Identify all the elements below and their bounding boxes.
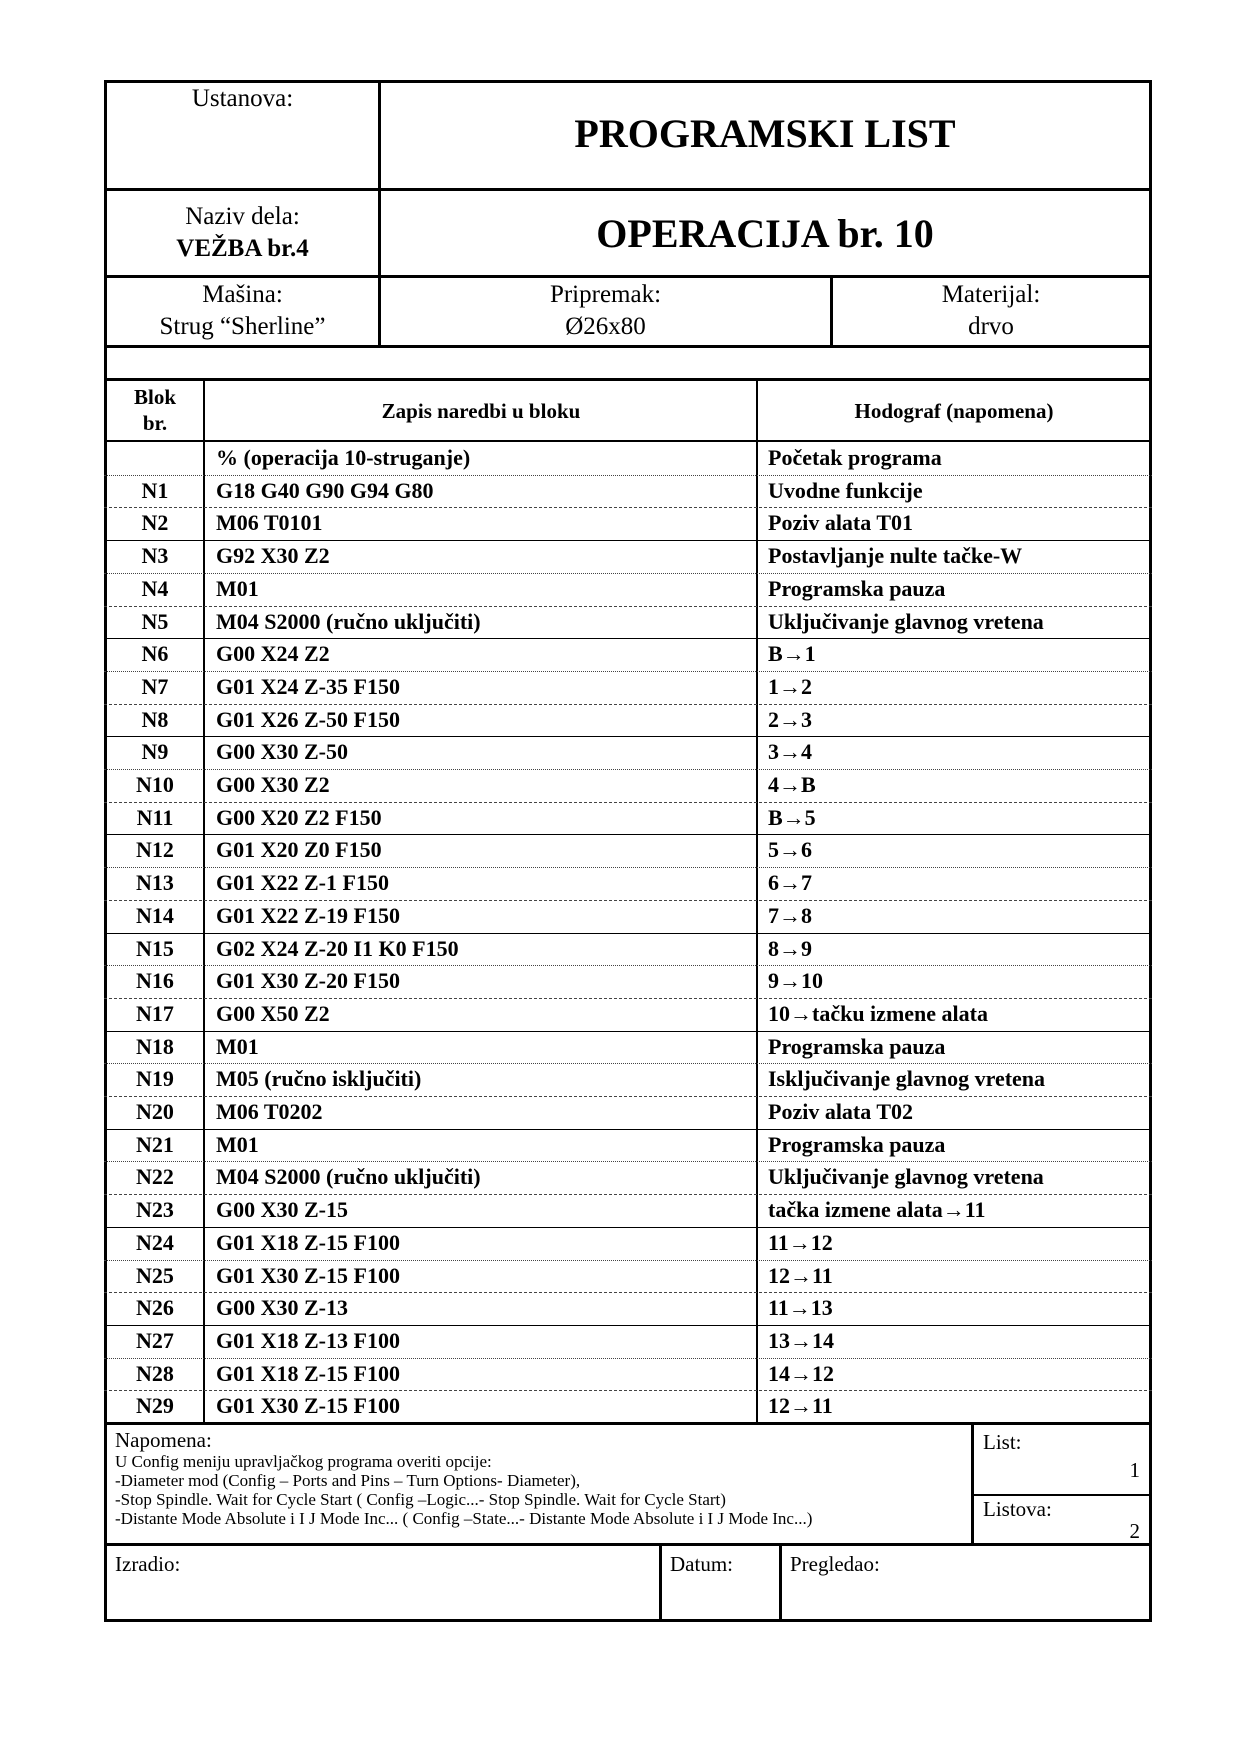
block-number-cell: N28 bbox=[136, 1361, 174, 1386]
hodograf-cell: 4→B bbox=[768, 772, 816, 797]
block-number-cell: N21 bbox=[136, 1132, 174, 1157]
hodograf-cell: 11→13 bbox=[768, 1295, 833, 1320]
napomena-line: -Stop Spindle. Wait for Cycle Start ( Config –Logic...- Stop Spindle. Wait for Cycle Start) bbox=[115, 1490, 726, 1509]
block-command-cell: G00 X30 Z-13 bbox=[216, 1295, 348, 1320]
hodograf-cell: 12→11 bbox=[768, 1263, 833, 1288]
hodograf-cell: 3→4 bbox=[768, 739, 812, 764]
izradio-label: Izradio: bbox=[115, 1552, 181, 1576]
pripremak-label: Pripremak: bbox=[549, 281, 662, 308]
block-number-cell: N4 bbox=[141, 576, 169, 601]
listova-label: Listova: bbox=[983, 1497, 1052, 1521]
divider bbox=[104, 345, 1152, 348]
hodograf-cell: 5→6 bbox=[768, 837, 812, 862]
block-number-cell: N22 bbox=[136, 1164, 174, 1189]
block-command-cell: G01 X18 Z-13 F100 bbox=[216, 1328, 400, 1353]
pripremak-value: Ø26x80 bbox=[565, 313, 646, 340]
block-command-cell: G01 X22 Z-1 F150 bbox=[216, 870, 389, 895]
hodograf-cell: 14→12 bbox=[768, 1361, 834, 1386]
block-command-cell: M05 (ručno isključiti) bbox=[216, 1066, 422, 1091]
napomena-line: -Distante Mode Absolute i I J Mode Inc... ( Config –State...- Distante Mode Absolute i I J Mode Inc...) bbox=[115, 1509, 813, 1528]
divider bbox=[756, 380, 758, 1424]
hodograf-cell: 12→11 bbox=[768, 1393, 833, 1418]
hodograf-cell: Programska pauza bbox=[768, 576, 946, 601]
block-command-cell: G00 X50 Z2 bbox=[216, 1001, 330, 1026]
block-command-cell: G01 X30 Z-15 F100 bbox=[216, 1393, 400, 1418]
column-header-blok-line2: br. bbox=[142, 411, 168, 435]
divider bbox=[659, 1545, 662, 1622]
hodograf-cell: Postavljanje nulte tačke-W bbox=[768, 543, 1023, 568]
block-number-cell: N16 bbox=[136, 968, 174, 993]
hodograf-cell: Poziv alata T02 bbox=[768, 1099, 914, 1124]
block-number-cell: N10 bbox=[136, 772, 174, 797]
block-number-cell: N7 bbox=[141, 674, 169, 699]
hodograf-cell: 9→10 bbox=[768, 968, 823, 993]
block-number-cell: N23 bbox=[136, 1197, 174, 1222]
page-title: PROGRAMSKI LIST bbox=[574, 111, 956, 156]
hodograf-cell: Uključivanje glavnog vretena bbox=[768, 609, 1044, 634]
hodograf-cell: 2→3 bbox=[768, 707, 812, 732]
divider bbox=[104, 1543, 1152, 1546]
block-command-cell: G18 G40 G90 G94 G80 bbox=[216, 478, 434, 503]
divider bbox=[203, 380, 205, 1424]
hodograf-cell: tačka izmene alata→11 bbox=[768, 1197, 986, 1222]
block-number-cell: N1 bbox=[141, 478, 169, 503]
hodograf-cell: 7→8 bbox=[768, 903, 812, 928]
divider bbox=[971, 1424, 974, 1545]
block-number-cell: N18 bbox=[136, 1034, 174, 1059]
hodograf-cell: Uključivanje glavnog vretena bbox=[768, 1164, 1044, 1189]
naziv-dela-label: Naziv dela: bbox=[185, 203, 300, 230]
block-number-cell: N2 bbox=[141, 510, 169, 535]
block-number-cell: N27 bbox=[136, 1328, 174, 1353]
napomena-line: -Diameter mod (Config – Ports and Pins – Turn Options- Diameter), bbox=[115, 1471, 581, 1490]
block-command-cell: G01 X18 Z-15 F100 bbox=[216, 1230, 400, 1255]
materijal-label: Materijal: bbox=[941, 281, 1041, 308]
operation-title: OPERACIJA br. 10 bbox=[596, 211, 934, 256]
block-number-cell: N14 bbox=[136, 903, 174, 928]
block-number-cell: N15 bbox=[136, 936, 174, 961]
ustanova-label: Ustanova: bbox=[191, 85, 294, 112]
napomena-label: Napomena: bbox=[115, 1428, 212, 1452]
block-number-cell: N26 bbox=[136, 1295, 174, 1320]
hodograf-cell: B→1 bbox=[768, 641, 816, 666]
block-command-cell: G01 X20 Z0 F150 bbox=[216, 837, 382, 862]
divider bbox=[104, 378, 1152, 381]
block-number-cell: N25 bbox=[136, 1263, 174, 1288]
block-command-cell: M04 S2000 (ručno uključiti) bbox=[216, 609, 481, 634]
block-command-cell: M04 S2000 (ručno uključiti) bbox=[216, 1164, 481, 1189]
hodograf-cell: Isključivanje glavnog vretena bbox=[768, 1066, 1046, 1091]
hodograf-cell: 11→12 bbox=[768, 1230, 833, 1255]
divider bbox=[972, 1494, 1152, 1496]
block-number-cell: N5 bbox=[141, 609, 169, 634]
hodograf-cell: Poziv alata T01 bbox=[768, 510, 914, 535]
block-command-cell: G00 X30 Z-50 bbox=[216, 739, 348, 764]
block-command-cell: G01 X30 Z-15 F100 bbox=[216, 1263, 400, 1288]
block-command-cell: G01 X22 Z-19 F150 bbox=[216, 903, 400, 928]
napomena-line: U Config meniju upravljačkog programa overiti opcije: bbox=[115, 1452, 492, 1471]
block-number-cell: N19 bbox=[136, 1066, 174, 1091]
materijal-value: drvo bbox=[968, 313, 1014, 340]
block-number-cell: N29 bbox=[136, 1393, 174, 1418]
divider bbox=[779, 1545, 782, 1622]
masina-value: Strug “Sherline” bbox=[159, 313, 326, 340]
block-command-cell: G00 X30 Z2 bbox=[216, 772, 330, 797]
block-number-cell bbox=[107, 442, 203, 475]
block-number-cell: N13 bbox=[136, 870, 174, 895]
hodograf-cell: Uvodne funkcije bbox=[768, 478, 923, 503]
block-command-cell: G01 X24 Z-35 F150 bbox=[216, 674, 400, 699]
hodograf-cell: 6→7 bbox=[768, 870, 812, 895]
datum-label: Datum: bbox=[670, 1552, 733, 1576]
block-command-cell: G92 X30 Z2 bbox=[216, 543, 330, 568]
naziv-dela-value: VEŽBA br.4 bbox=[176, 235, 309, 262]
block-number-cell: N9 bbox=[141, 739, 169, 764]
column-header-hodograf: Hodograf (napomena) bbox=[854, 399, 1054, 423]
block-number-cell: N6 bbox=[141, 641, 169, 666]
block-command-cell: G00 X24 Z2 bbox=[216, 641, 330, 666]
divider bbox=[104, 1422, 1152, 1425]
block-number-cell: N8 bbox=[141, 707, 169, 732]
block-number-cell: N24 bbox=[136, 1230, 174, 1255]
block-command-cell: M01 bbox=[216, 1132, 259, 1157]
block-command-cell: G01 X26 Z-50 F150 bbox=[216, 707, 400, 732]
column-header-zapis: Zapis naredbi u bloku bbox=[381, 399, 581, 423]
listova-value: 2 bbox=[1129, 1519, 1140, 1543]
block-command-cell: M06 T0101 bbox=[216, 510, 323, 535]
block-command-cell: G02 X24 Z-20 I1 K0 F150 bbox=[216, 936, 459, 961]
block-number-cell: N12 bbox=[136, 837, 174, 862]
column-header-blok-line1: Blok bbox=[133, 385, 177, 409]
block-command-cell: G00 X20 Z2 F150 bbox=[216, 805, 382, 830]
divider bbox=[104, 275, 1152, 278]
block-number-cell: N17 bbox=[136, 1001, 174, 1026]
hodograf-cell: 8→9 bbox=[768, 936, 812, 961]
list-label: List: bbox=[983, 1430, 1022, 1454]
hodograf-cell: Početak programa bbox=[768, 445, 942, 470]
block-number-cell: N3 bbox=[141, 543, 169, 568]
hodograf-cell: Programska pauza bbox=[768, 1034, 946, 1059]
block-command-cell: G01 X30 Z-20 F150 bbox=[216, 968, 400, 993]
block-command-cell: G01 X18 Z-15 F100 bbox=[216, 1361, 400, 1386]
masina-label: Mašina: bbox=[202, 281, 283, 308]
hodograf-cell: 13→14 bbox=[768, 1328, 834, 1353]
hodograf-cell: 10→tačku izmene alata bbox=[768, 1001, 988, 1026]
pregledao-label: Pregledao: bbox=[790, 1552, 880, 1576]
block-number-cell: N20 bbox=[136, 1099, 174, 1124]
block-command-cell: M06 T0202 bbox=[216, 1099, 323, 1124]
hodograf-cell: B→5 bbox=[768, 805, 816, 830]
hodograf-cell: Programska pauza bbox=[768, 1132, 946, 1157]
block-command-cell: % (operacija 10-struganje) bbox=[216, 445, 471, 470]
column-header-blok bbox=[107, 384, 203, 436]
block-command-cell: M01 bbox=[216, 1034, 259, 1059]
hodograf-cell: 1→2 bbox=[768, 674, 812, 699]
divider bbox=[104, 188, 1152, 191]
block-number-cell: N11 bbox=[136, 805, 174, 830]
block-command-cell: M01 bbox=[216, 576, 259, 601]
block-command-cell: G00 X30 Z-15 bbox=[216, 1197, 348, 1222]
list-value: 1 bbox=[1129, 1458, 1140, 1482]
